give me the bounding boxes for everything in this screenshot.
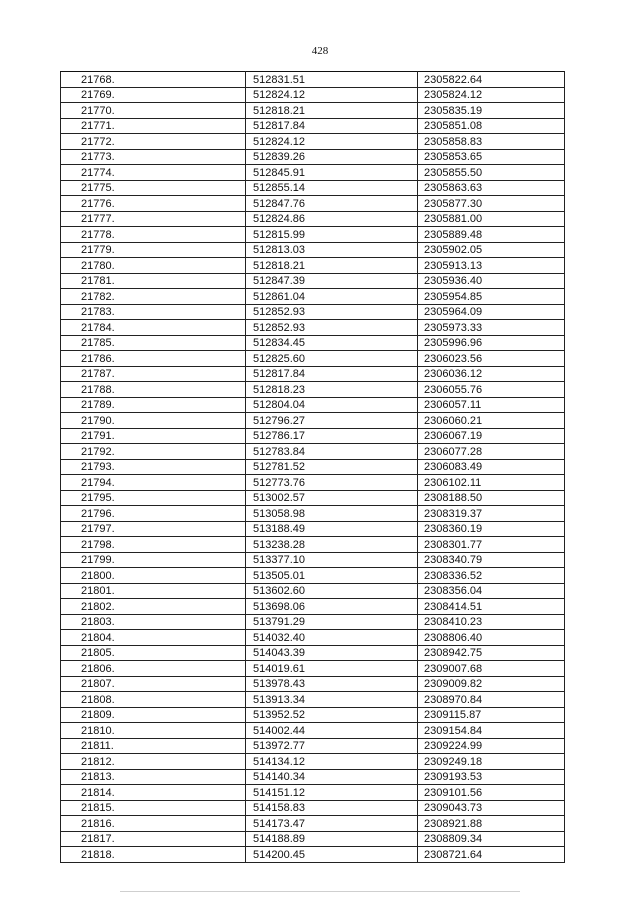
x-coordinate-cell: 512852.93 <box>246 320 418 336</box>
table-row <box>61 335 565 351</box>
table-row <box>61 242 565 258</box>
x-coordinate-cell: 512852.93 <box>246 304 418 320</box>
x-coordinate-cell: 514200.45 <box>246 847 418 863</box>
x-coordinate-cell: 513238.28 <box>246 537 418 553</box>
x-coordinate-cell: 512824.86 <box>246 211 418 227</box>
y-coordinate-cell: 2309101.56 <box>418 785 565 801</box>
y-coordinate-cell: 2309043.73 <box>418 800 565 816</box>
y-coordinate-cell: 2306077.28 <box>418 444 565 460</box>
x-coordinate-cell: 512845.91 <box>246 165 418 181</box>
table-row <box>61 227 565 243</box>
point-number-cell: 21787. <box>61 366 246 382</box>
y-coordinate-cell: 2309154.84 <box>418 723 565 739</box>
table-row <box>61 692 565 708</box>
table-row <box>61 769 565 785</box>
point-number-cell: 21786. <box>61 351 246 367</box>
x-coordinate-cell: 512825.60 <box>246 351 418 367</box>
point-number-cell: 21795. <box>61 490 246 506</box>
table-row <box>61 506 565 522</box>
point-number-cell: 21784. <box>61 320 246 336</box>
x-coordinate-cell: 512817.84 <box>246 366 418 382</box>
point-number-cell: 21808. <box>61 692 246 708</box>
y-coordinate-cell: 2305824.12 <box>418 87 565 103</box>
table-row <box>61 366 565 382</box>
point-number-cell: 21801. <box>61 583 246 599</box>
x-coordinate-cell: 513602.60 <box>246 583 418 599</box>
y-coordinate-cell: 2306083.49 <box>418 459 565 475</box>
x-coordinate-cell: 512824.12 <box>246 134 418 150</box>
point-number-cell: 21775. <box>61 180 246 196</box>
point-number-cell: 21776. <box>61 196 246 212</box>
table-row <box>61 134 565 150</box>
table-row <box>61 614 565 630</box>
bottom-divider <box>120 891 520 892</box>
y-coordinate-cell: 2305858.83 <box>418 134 565 150</box>
table-row <box>61 289 565 305</box>
table-row <box>61 149 565 165</box>
table-row <box>61 72 565 88</box>
table-row <box>61 459 565 475</box>
x-coordinate-cell: 512839.26 <box>246 149 418 165</box>
y-coordinate-cell: 2308336.52 <box>418 568 565 584</box>
point-number-cell: 21794. <box>61 475 246 491</box>
y-coordinate-cell: 2308360.19 <box>418 521 565 537</box>
y-coordinate-cell: 2308809.34 <box>418 831 565 847</box>
point-number-cell: 21812. <box>61 754 246 770</box>
point-number-cell: 21792. <box>61 444 246 460</box>
x-coordinate-cell: 512817.84 <box>246 118 418 134</box>
x-coordinate-cell: 512783.84 <box>246 444 418 460</box>
y-coordinate-cell: 2308356.04 <box>418 583 565 599</box>
x-coordinate-cell: 514158.83 <box>246 800 418 816</box>
y-coordinate-cell: 2305853.65 <box>418 149 565 165</box>
point-number-cell: 21815. <box>61 800 246 816</box>
table-row <box>61 831 565 847</box>
point-number-cell: 21773. <box>61 149 246 165</box>
table-row <box>61 475 565 491</box>
y-coordinate-cell: 2309249.18 <box>418 754 565 770</box>
y-coordinate-cell: 2305936.40 <box>418 273 565 289</box>
table-row <box>61 413 565 429</box>
table-row <box>61 630 565 646</box>
y-coordinate-cell: 2305913.13 <box>418 258 565 274</box>
y-coordinate-cell: 2309007.68 <box>418 661 565 677</box>
y-coordinate-cell: 2305889.48 <box>418 227 565 243</box>
table-row <box>61 754 565 770</box>
y-coordinate-cell: 2308301.77 <box>418 537 565 553</box>
y-coordinate-cell: 2308806.40 <box>418 630 565 646</box>
table-row <box>61 521 565 537</box>
x-coordinate-cell: 512855.14 <box>246 180 418 196</box>
point-number-cell: 21777. <box>61 211 246 227</box>
point-number-cell: 21813. <box>61 769 246 785</box>
point-number-cell: 21805. <box>61 645 246 661</box>
y-coordinate-cell: 2309115.87 <box>418 707 565 723</box>
x-coordinate-cell: 512781.52 <box>246 459 418 475</box>
point-number-cell: 21780. <box>61 258 246 274</box>
point-number-cell: 21768. <box>61 72 246 88</box>
y-coordinate-cell: 2305902.05 <box>418 242 565 258</box>
table-row <box>61 552 565 568</box>
y-coordinate-cell: 2308942.75 <box>418 645 565 661</box>
y-coordinate-cell: 2305954.85 <box>418 289 565 305</box>
point-number-cell: 21772. <box>61 134 246 150</box>
table-row <box>61 723 565 739</box>
y-coordinate-cell: 2308188.50 <box>418 490 565 506</box>
y-coordinate-cell: 2308340.79 <box>418 552 565 568</box>
x-coordinate-cell: 514032.40 <box>246 630 418 646</box>
x-coordinate-cell: 513002.57 <box>246 490 418 506</box>
table-row <box>61 258 565 274</box>
table-row <box>61 490 565 506</box>
point-number-cell: 21818. <box>61 847 246 863</box>
point-number-cell: 21779. <box>61 242 246 258</box>
page-number: 428 <box>311 45 329 57</box>
y-coordinate-cell: 2308721.64 <box>418 847 565 863</box>
table-row <box>61 676 565 692</box>
y-coordinate-cell: 2306102.11 <box>418 475 565 491</box>
point-number-cell: 21793. <box>61 459 246 475</box>
point-number-cell: 21781. <box>61 273 246 289</box>
x-coordinate-cell: 513978.43 <box>246 676 418 692</box>
y-coordinate-cell: 2305855.50 <box>418 165 565 181</box>
point-number-cell: 21774. <box>61 165 246 181</box>
point-number-cell: 21806. <box>61 661 246 677</box>
table-row <box>61 645 565 661</box>
point-number-cell: 21814. <box>61 785 246 801</box>
point-number-cell: 21783. <box>61 304 246 320</box>
point-number-cell: 21788. <box>61 382 246 398</box>
x-coordinate-cell: 512786.17 <box>246 428 418 444</box>
table-row <box>61 444 565 460</box>
x-coordinate-cell: 512818.23 <box>246 382 418 398</box>
point-number-cell: 21797. <box>61 521 246 537</box>
point-number-cell: 21798. <box>61 537 246 553</box>
x-coordinate-cell: 513505.01 <box>246 568 418 584</box>
point-number-cell: 21807. <box>61 676 246 692</box>
x-coordinate-cell: 512773.76 <box>246 475 418 491</box>
point-number-cell: 21771. <box>61 118 246 134</box>
table-row <box>61 428 565 444</box>
point-number-cell: 21796. <box>61 506 246 522</box>
y-coordinate-cell: 2308414.51 <box>418 599 565 615</box>
x-coordinate-cell: 514019.61 <box>246 661 418 677</box>
y-coordinate-cell: 2309224.99 <box>418 738 565 754</box>
x-coordinate-cell: 513698.06 <box>246 599 418 615</box>
point-number-cell: 21811. <box>61 738 246 754</box>
coordinate-table <box>60 71 565 863</box>
point-number-cell: 21810. <box>61 723 246 739</box>
table-row <box>61 816 565 832</box>
point-number-cell: 21769. <box>61 87 246 103</box>
point-number-cell: 21816. <box>61 816 246 832</box>
x-coordinate-cell: 512847.76 <box>246 196 418 212</box>
table-row <box>61 537 565 553</box>
x-coordinate-cell: 514043.39 <box>246 645 418 661</box>
x-coordinate-cell: 513377.10 <box>246 552 418 568</box>
y-coordinate-cell: 2305863.63 <box>418 180 565 196</box>
y-coordinate-cell: 2305822.64 <box>418 72 565 88</box>
point-number-cell: 21770. <box>61 103 246 119</box>
x-coordinate-cell: 512831.51 <box>246 72 418 88</box>
x-coordinate-cell: 513188.49 <box>246 521 418 537</box>
x-coordinate-cell: 512796.27 <box>246 413 418 429</box>
point-number-cell: 21803. <box>61 614 246 630</box>
table-row <box>61 707 565 723</box>
x-coordinate-cell: 512834.45 <box>246 335 418 351</box>
x-coordinate-cell: 513952.52 <box>246 707 418 723</box>
x-coordinate-cell: 513058.98 <box>246 506 418 522</box>
y-coordinate-cell: 2309009.82 <box>418 676 565 692</box>
y-coordinate-cell: 2306055.76 <box>418 382 565 398</box>
point-number-cell: 21782. <box>61 289 246 305</box>
x-coordinate-cell: 514173.47 <box>246 816 418 832</box>
point-number-cell: 21802. <box>61 599 246 615</box>
x-coordinate-cell: 514151.12 <box>246 785 418 801</box>
y-coordinate-cell: 2308410.23 <box>418 614 565 630</box>
table-row <box>61 273 565 289</box>
x-coordinate-cell: 512818.21 <box>246 258 418 274</box>
table-row <box>61 568 565 584</box>
y-coordinate-cell: 2306060.21 <box>418 413 565 429</box>
table-row <box>61 304 565 320</box>
y-coordinate-cell: 2305881.00 <box>418 211 565 227</box>
x-coordinate-cell: 512818.21 <box>246 103 418 119</box>
table-row <box>61 351 565 367</box>
table-row <box>61 211 565 227</box>
table-row <box>61 785 565 801</box>
point-number-cell: 21809. <box>61 707 246 723</box>
y-coordinate-cell: 2305973.33 <box>418 320 565 336</box>
x-coordinate-cell: 514134.12 <box>246 754 418 770</box>
table-row <box>61 103 565 119</box>
table-row <box>61 661 565 677</box>
x-coordinate-cell: 513972.77 <box>246 738 418 754</box>
point-number-cell: 21791. <box>61 428 246 444</box>
point-number-cell: 21804. <box>61 630 246 646</box>
y-coordinate-cell: 2308319.37 <box>418 506 565 522</box>
x-coordinate-cell: 513913.34 <box>246 692 418 708</box>
x-coordinate-cell: 514140.34 <box>246 769 418 785</box>
point-number-cell: 21785. <box>61 335 246 351</box>
table-row <box>61 87 565 103</box>
x-coordinate-cell: 512815.99 <box>246 227 418 243</box>
table-row <box>61 196 565 212</box>
table-row <box>61 118 565 134</box>
y-coordinate-cell: 2306036.12 <box>418 366 565 382</box>
y-coordinate-cell: 2309193.53 <box>418 769 565 785</box>
table-row <box>61 583 565 599</box>
x-coordinate-cell: 512861.04 <box>246 289 418 305</box>
y-coordinate-cell: 2306067.19 <box>418 428 565 444</box>
table-row <box>61 165 565 181</box>
table-row <box>61 180 565 196</box>
point-number-cell: 21800. <box>61 568 246 584</box>
x-coordinate-cell: 514188.89 <box>246 831 418 847</box>
table-row <box>61 800 565 816</box>
table-row <box>61 599 565 615</box>
x-coordinate-cell: 513791.29 <box>246 614 418 630</box>
table-row <box>61 397 565 413</box>
x-coordinate-cell: 512804.04 <box>246 397 418 413</box>
point-number-cell: 21790. <box>61 413 246 429</box>
table-row <box>61 738 565 754</box>
x-coordinate-cell: 512824.12 <box>246 87 418 103</box>
table-row <box>61 320 565 336</box>
table-row <box>61 847 565 863</box>
x-coordinate-cell: 514002.44 <box>246 723 418 739</box>
y-coordinate-cell: 2305851.08 <box>418 118 565 134</box>
y-coordinate-cell: 2306057.11 <box>418 397 565 413</box>
y-coordinate-cell: 2308921.88 <box>418 816 565 832</box>
x-coordinate-cell: 512813.03 <box>246 242 418 258</box>
y-coordinate-cell: 2306023.56 <box>418 351 565 367</box>
point-number-cell: 21778. <box>61 227 246 243</box>
y-coordinate-cell: 2305996.96 <box>418 335 565 351</box>
point-number-cell: 21789. <box>61 397 246 413</box>
point-number-cell: 21799. <box>61 552 246 568</box>
y-coordinate-cell: 2308970.84 <box>418 692 565 708</box>
table-row <box>61 382 565 398</box>
y-coordinate-cell: 2305964.09 <box>418 304 565 320</box>
y-coordinate-cell: 2305877.30 <box>418 196 565 212</box>
y-coordinate-cell: 2305835.19 <box>418 103 565 119</box>
x-coordinate-cell: 512847.39 <box>246 273 418 289</box>
point-number-cell: 21817. <box>61 831 246 847</box>
table-body <box>61 72 565 863</box>
